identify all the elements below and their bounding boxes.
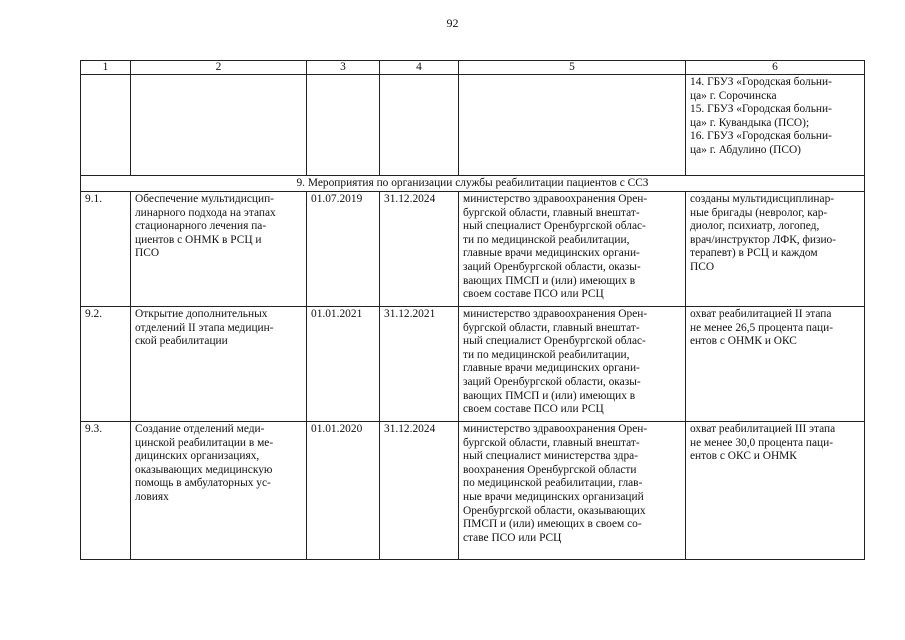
text-line: ПСО (135, 247, 160, 260)
text-line: ный специалист министерства здра- (463, 450, 638, 463)
text-line: своем составе ПСО или РСЦ (463, 288, 604, 301)
end-date: 31.12.2024 (380, 422, 459, 560)
row-number: 9.1. (81, 192, 131, 307)
result-cell (686, 192, 865, 307)
header-col-6: 6 (686, 61, 865, 75)
text-line: ентов с ОКС и ОНМК (690, 450, 797, 463)
header-row (81, 61, 865, 75)
table-row (81, 192, 865, 307)
page-number: 92 (446, 16, 459, 30)
end-date: 31.12.2024 (380, 192, 459, 307)
text-line: ца» г. Сорочинска (690, 89, 777, 102)
text-line: не менее 26,5 процента паци- (690, 321, 833, 334)
cont-cell-1 (81, 75, 131, 176)
text-line: линарного подхода на этапах (135, 206, 276, 219)
text-line: терапевт) в РСЦ и каждом (690, 247, 818, 260)
responsible-cell (459, 192, 686, 307)
start-date: 01.01.2021 (307, 307, 380, 422)
header-col-3: 3 (307, 61, 380, 75)
table-row (81, 422, 865, 560)
text-line: Обеспечение мультидисцип- (135, 193, 274, 205)
text-line: ти по медицинской реабилитации, (463, 233, 630, 246)
row-number: 9.3. (81, 422, 131, 560)
text-line: вающих ПМСП и (или) имеющих в (463, 274, 636, 287)
text-line: Создание отделений меди- (135, 423, 265, 435)
end-date: 31.12.2021 (380, 307, 459, 422)
text-line: министерство здравоохранения Орен- (463, 423, 648, 435)
text-line: 16. ГБУЗ «Городская больни- (690, 130, 832, 143)
activity-cell (131, 307, 307, 422)
table-row (81, 307, 865, 422)
text-line: вающих ПМСП и (или) имеющих в (463, 389, 636, 402)
responsible-cell (459, 307, 686, 422)
cont-cell-5 (459, 75, 686, 176)
text-line: ПМСП и (или) имеющих в своем со- (463, 518, 642, 531)
text-line: цинской реабилитации в ме- (135, 436, 274, 449)
header-col-2: 2 (131, 61, 307, 75)
text-line: ской реабилитации (135, 335, 228, 348)
text-line: 15. ГБУЗ «Городская больни- (690, 103, 832, 116)
text-line: ставе ПСО или РСЦ (463, 531, 562, 544)
text-line: своем составе ПСО или РСЦ (463, 403, 604, 416)
start-date: 01.01.2020 (307, 422, 380, 560)
header-col-1: 1 (81, 61, 131, 75)
header-col-5: 5 (459, 61, 686, 75)
text-line: главные врачи медицинских органи- (463, 362, 640, 375)
row-number: 9.2. (81, 307, 131, 422)
text-line: бургской области, главный внештат- (463, 436, 640, 449)
text-line: ные врачи медицинских организаций (463, 490, 644, 503)
text-line: охват реабилитацией III этапа (690, 423, 836, 435)
measures-table (80, 60, 865, 560)
header-col-4: 4 (380, 61, 459, 75)
text-line: министерство здравоохранения Орен- (463, 193, 648, 205)
continuation-row (81, 75, 865, 176)
text-line: воохранения Оренбургской области (463, 463, 637, 476)
section-row (81, 176, 865, 192)
text-line: Оренбургской области, оказывающих (463, 504, 646, 517)
cont-cell-2 (131, 75, 307, 176)
text-line: ный специалист Оренбургской облас- (463, 220, 646, 233)
result-cell (686, 307, 865, 422)
text-line: Открытие дополнительных (135, 308, 268, 320)
text-line: ца» г. Абдулино (ПСО) (690, 143, 801, 156)
text-line: ти по медицинской реабилитации, (463, 348, 630, 361)
text-line: созданы мультидисциплинар- (690, 193, 835, 205)
text-line: ный специалист Оренбургской облас- (463, 335, 646, 348)
text-line: 14. ГБУЗ «Городская больни- (690, 76, 832, 88)
text-line: охват реабилитацией II этапа (690, 308, 832, 320)
text-line: отделений II этапа медицин- (135, 321, 274, 334)
text-line: помощь в амбулаторных ус- (135, 477, 271, 490)
text-line: ца» г. Кувандыка (ПСО); (690, 116, 810, 129)
text-line: врач/инструктор ЛФК, физио- (690, 233, 837, 246)
result-cell (686, 422, 865, 560)
text-line: ентов с ОНМК и ОКС (690, 335, 797, 348)
text-line: ПСО (690, 260, 715, 273)
text-line: по медицинской реабилитации, глав- (463, 477, 643, 490)
activity-cell (131, 192, 307, 307)
activity-cell (131, 422, 307, 560)
text-line: ловиях (135, 490, 169, 503)
start-date: 01.07.2019 (307, 192, 380, 307)
cont-cell-3 (307, 75, 380, 176)
text-line: главные врачи медицинских органи- (463, 247, 640, 260)
text-line: заций Оренбургской области, оказы- (463, 375, 641, 388)
section-title: 9. Мероприятия по организации службы реабилитации пациентов с ССЗ (81, 176, 865, 192)
cont-cell-4 (380, 75, 459, 176)
text-line: диолог, психиатр, логопед, (690, 220, 820, 233)
text-line: министерство здравоохранения Орен- (463, 308, 648, 320)
text-line: ные бригады (невролог, кар- (690, 206, 828, 219)
text-line: бургской области, главный внештат- (463, 321, 640, 334)
cont-cell-6 (686, 75, 865, 176)
text-line: бургской области, главный внештат- (463, 206, 640, 219)
text-line: оказывающих медицинскую (135, 463, 273, 476)
text-line: дицинских организациях, (135, 450, 260, 463)
responsible-cell (459, 422, 686, 560)
text-line: циентов с ОНМК в РСЦ и (135, 233, 262, 246)
text-line: не менее 30,0 процента паци- (690, 436, 833, 449)
text-line: заций Оренбургской области, оказы- (463, 260, 641, 273)
text-line: стационарного лечения па- (135, 220, 267, 233)
